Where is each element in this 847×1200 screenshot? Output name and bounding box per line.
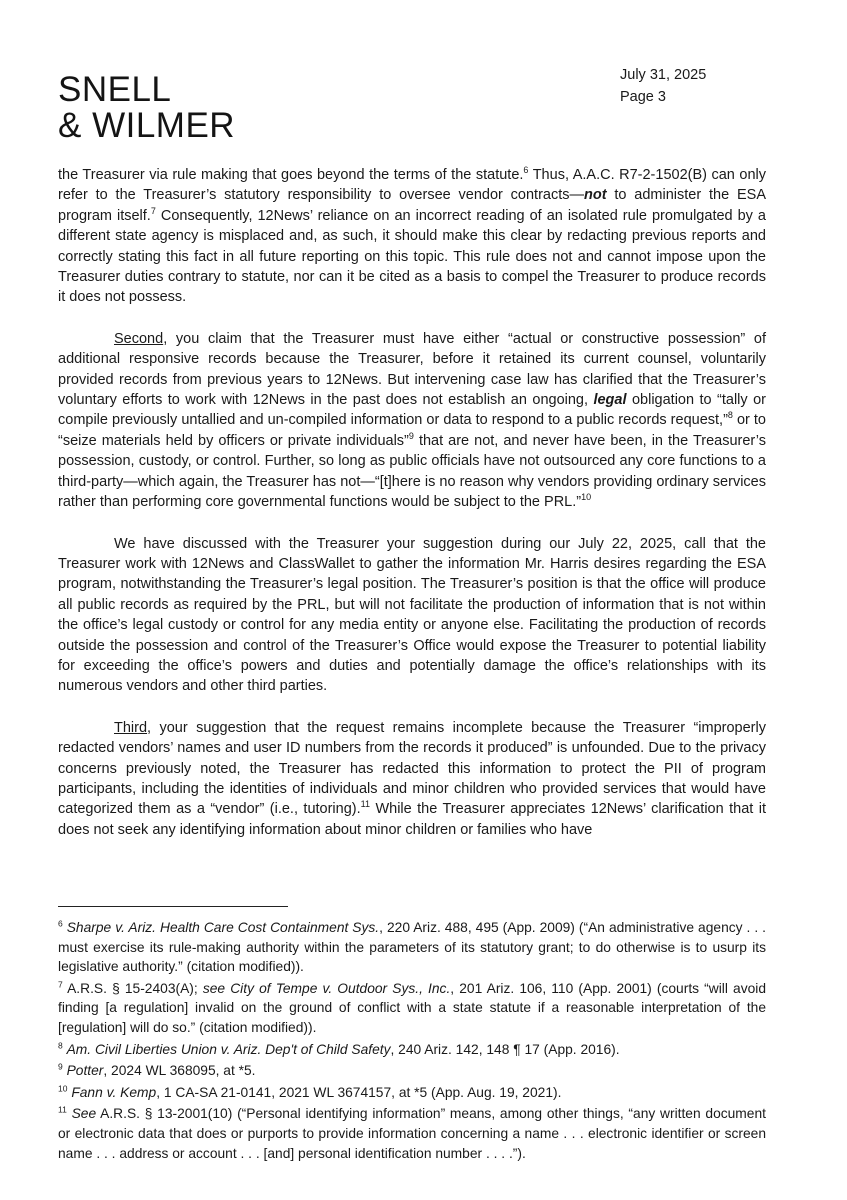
page-number: Page 3	[620, 89, 666, 105]
footnote-ref: 6	[523, 165, 529, 176]
firm-logo	[58, 72, 235, 144]
footnote-divider	[58, 906, 288, 907]
paragraph-lead-second: Second	[114, 330, 164, 347]
footnote-8: $^8$ Am. Civil Liberties Union v. Ariz. Dep't of Child Safety, 240 Ariz. 142, 148 ¶ 17 (App. 2016).	[58, 1039, 620, 1057]
footnote-10: $^{10}$ Fann v. Kemp, 1 CA-SA 21-0141, 2021 WL 3674157, at *5 (App. Aug. 19, 2021).	[58, 1083, 562, 1100]
paragraph-continuation: the Treasurer via rule making that goes beyond the terms of the statute.$^6$ Thus, A.A.C. R7-2-1502(B) can only refer to the Treasurer’s statutory responsibility to oversee vendor contracts—not to administer the ESA program itself.$^7$ Consequently, 12News’ reliance on an incorrect reading of an isolated rule promulgated by a different state agency is misplaced and, as such, it should make this clear by redacting previous reports and correctly stating this fact in all future reporting on this topic. This rule does not and cannot impose upon the Treasurer duties contrary to statute, nor can it be cited as a basis to compel the Treasurer to produce records it does not possess.	[58, 165, 766, 306]
emphasis-legal: legal	[593, 392, 627, 409]
footnote-ref: 7	[150, 205, 156, 216]
letter-header-meta	[620, 64, 706, 108]
footnote-ref: 10	[581, 492, 592, 503]
letter-body	[58, 165, 766, 861]
paragraph-third: Third, your suggestion that the request remains incomplete because the Treasurer “improperly redacted vendors’ names and user ID numbers from the records it produced” is unfounded. Due to the privacy concerns previously noted, the Treasurer has redacted this information to protect the PII of program participants, including the identities of individuals and minor children who provided services that would have categorized them as a “vendor” (i.e., tutoring).$^{11}$ While the Treasurer appreciates 12News’ clarification that it does not seek any identifying information about minor children or families who have	[58, 719, 766, 838]
footnote-6: $^6$ Sharpe v. Ariz. Health Care Cost Containment Sys., 220 Ariz. 488, 495 (App. 2009) (“An administrative agency . . . must exercise its rule-making authority within the parameters of its statutory grant; to do otherwise is to usurp its legislative authority.” (citation modified)).	[58, 918, 766, 975]
paragraph-second: Second, you claim that the Treasurer must have either “actual or constructive possession” of additional responsive records because the Treasurer, before it retained its current counsel, voluntarily provided records from previous years to 12News. But intervening case law has clarified that the Treasurer’s voluntary efforts to work with 12News in the past does not establish an ongoing, legal obligation to “tally or compile previously untallied and un-compiled information or data to respond to a public records request,”$^8$ or to “seize materials held by officers or private individuals”$^9$ that are not, and never have been, in the Treasurer’s possession, custody, or control. Further, so long as public officials have not outsourced any core functions to a third-party—which again, the Treasurer has not—“[t]here is no reason why vendors providing ordinary services rather than performing core governmental functions would be subject to the PRL.”$^{10}$	[58, 330, 766, 511]
footnote-ref: 8	[727, 410, 733, 421]
footnote-9: $^9$ Potter, 2024 WL 368095, at *5.	[58, 1061, 256, 1079]
footnote-11: $^{11}$ See A.R.S. § 13-2001(10) (“Personal identifying information” means, among other things, “any written document or electronic data that does or purports to provide information concerning a name . . . electronic identifier or screen name . . . address or account . . . [and] personal identification number . . . .”).	[58, 1104, 766, 1161]
footnote-ref: 9	[408, 431, 414, 442]
emphasis-not: not	[584, 187, 607, 204]
paragraph-lead-third: Third	[114, 719, 148, 736]
footnote-ref: 11	[360, 799, 370, 810]
footnote-7: $^7$ A.R.S. § 15-2403(A); see City of Tempe v. Outdoor Sys., Inc., 201 Ariz. 106, 110 (App. 2001) (courts “will avoid finding [a regulation] invalid on the ground of conflict with a state statute if a reasonable interpretation of the [regulation] will do so.” (citation modified)).	[58, 979, 767, 1035]
logo-line-2: & WILMER	[58, 106, 236, 145]
footnotes	[58, 918, 766, 1165]
letter-date: July 31, 2025	[620, 67, 707, 83]
logo-line-1: SNELL	[58, 70, 172, 109]
paragraph-discussion: We have discussed with the Treasurer your suggestion during our July 22, 2025, call that the Treasurer work with 12News and ClassWallet to gather the information Mr. Harris desires regarding the ESA program, notwithstanding the Treasurer’s legal position. The Treasurer’s position is that the office will produce all public records as required by the PRL, but will not facilitate the production of information that is not within the office’s legal custody or control for any media entity or anyone else. Facilitating the production of records outside the possession and control of the Treasurer’s Office would expose the Treasurer to potential liability for exceeding the office’s powers and duties and potentially damage the office’s relationships with its numerous vendors and other third parties.	[58, 535, 766, 695]
